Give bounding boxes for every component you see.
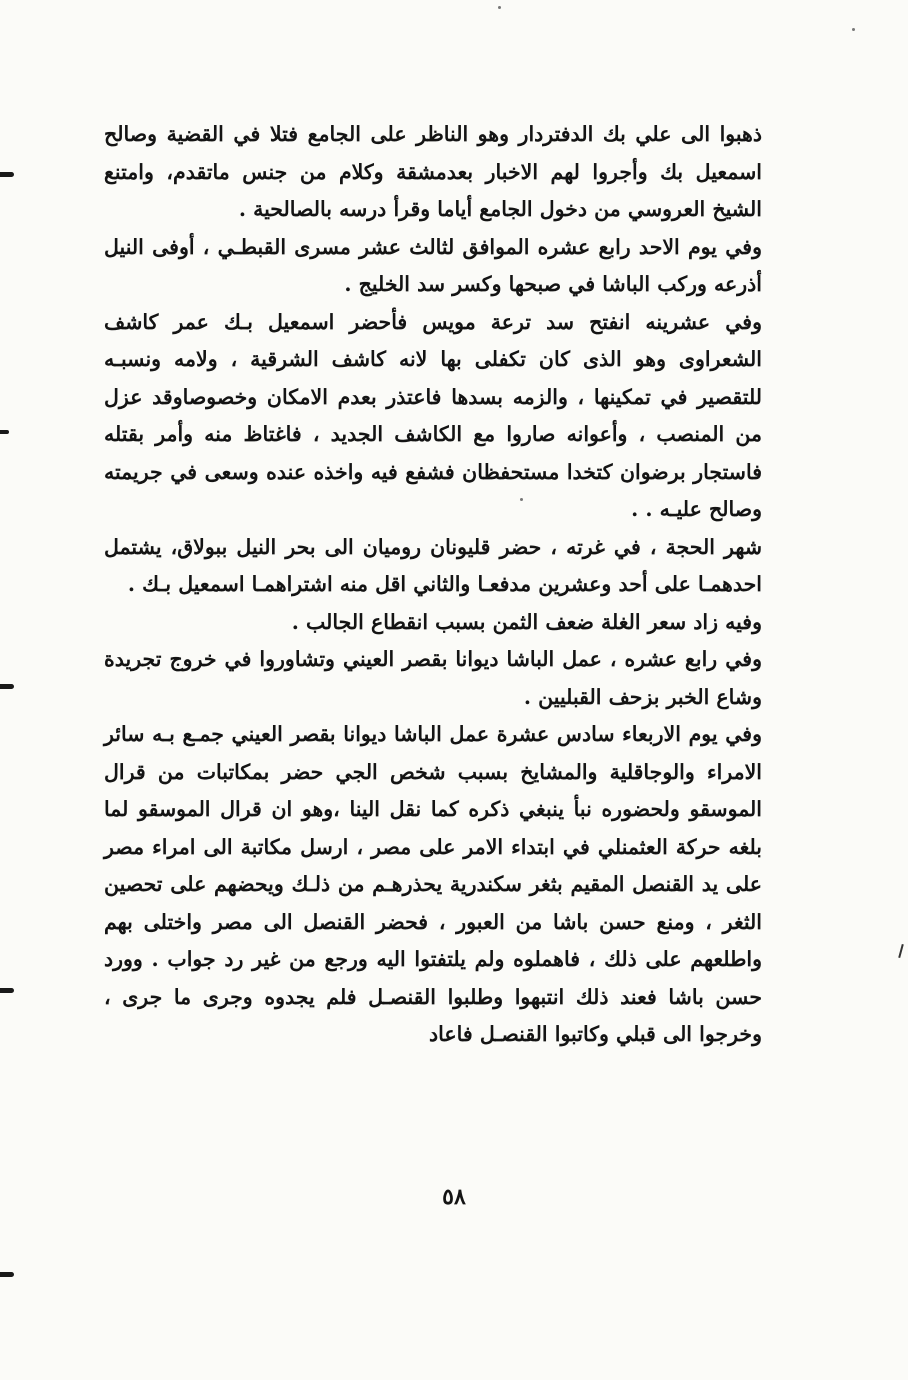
paragraph-nile-flood: وفي يوم الاحد رابع عشره الموافق لثالث عشر مسرى القبطـي ، أوفى النيل أذرعه وركب الباشا في صبحها وكسر سد الخليج .	[104, 234, 762, 296]
margin-mark	[0, 172, 14, 177]
paper-speck	[498, 6, 501, 9]
margin-mark	[0, 430, 9, 434]
paragraph-grain-price: وفيه زاد سعر الغلة ضعف الثمن بسبب انقطاع الجالب .	[291, 609, 762, 634]
paragraph-muscovy-envoy: وفي يوم الاربعاء سادس عشرة عمل الباشا ديوانا بقصر العيني جمـع بـه سائر الامراء والوجاقلية والمشايخ بسبب شخص الجي حضر بمكاتبات من قرال الموسقو ولحضوره نبأ ينبغي ذكره كما نقل الينا ،وهو ان قرال الموسقو لما بلغه حركة العثمنلي في ابتداء الامر على مصر ، ارسل مكاتبة الى امراء مصر على يد القنصل المقيم بثغر سكندرية يحذرهـم من ذلـك ويحضهم على تحصين الثغر ، ومنع حسن باشا من العبور ، فحضر القنصل الى مصر واختلى بهم واطلعهم على ذلك ، فاهملوه ولم يلتفتوا اليه ورجع من غير رد جواب . وورد حسن باشا فعند ذلك انتبهوا وطلبوا القنصـل فلم يجدوه وجرى ما جرى ، وخرجوا الى قبلي وكاتبوا القنصـل فاعاد	[104, 722, 762, 1046]
body-text	[104, 116, 762, 1054]
paper-speck	[520, 498, 523, 501]
paragraph-ali-bey: ذهبوا الى علي بك الدفتردار وهو الناظر على الجامع فتلا في القضية وصالح اسمعيل بك وأجروا لهم الاخبار بعدمشقة وكلام من جنس ماتقدم، وامتنع الشيخ العروسي من دخول الجامع أياما وقرأ درسه بالصالحية .	[104, 122, 762, 221]
margin-mark	[0, 988, 14, 993]
margin-mark	[0, 1272, 14, 1277]
margin-mark	[0, 684, 14, 689]
paragraph-council: وفي رابع عشره ، عمل الباشا ديوانا بقصر العيني وتشاوروا في خروج تجريدة وشاع الخبر بزحف القبليين .	[104, 647, 762, 709]
paragraph-dhul-hijja: شهر الحجة ، في غرته ، حضر قليونان روميان الى بحر النيل ببولاق، يشتمل احدهمـا على أحد وعشرين مدفعـا والثاني اقل منه اشتراهمـا اسمعيل بـك .	[104, 534, 762, 596]
paper-speck	[852, 28, 855, 31]
paragraph-canal-dam: وفي عشرينه انفتح سد ترعة مويس فأحضر اسمعيل بـك عمر كاشف الشعراوى وهو الذى كان تكفلى بها لانه كاشف الشرقية ، ولامه ونسبـه للتقصير في تمكينها ، والزمه بسدها فاعتذر بعدم الامكان وخصوصاوقد عزل من المنصب ، وأعوانه صاروا مع الكاشف الجديد ، فاغتاظ منه وأمر بقتله فاستجار برضوان كتخدا مستحفظان فشفع فيه واخذه عنده وسعى في جريمته وصالح عليـه . .	[104, 309, 762, 521]
margin-mark	[898, 944, 904, 958]
page-number: ٥٨	[442, 1184, 466, 1210]
